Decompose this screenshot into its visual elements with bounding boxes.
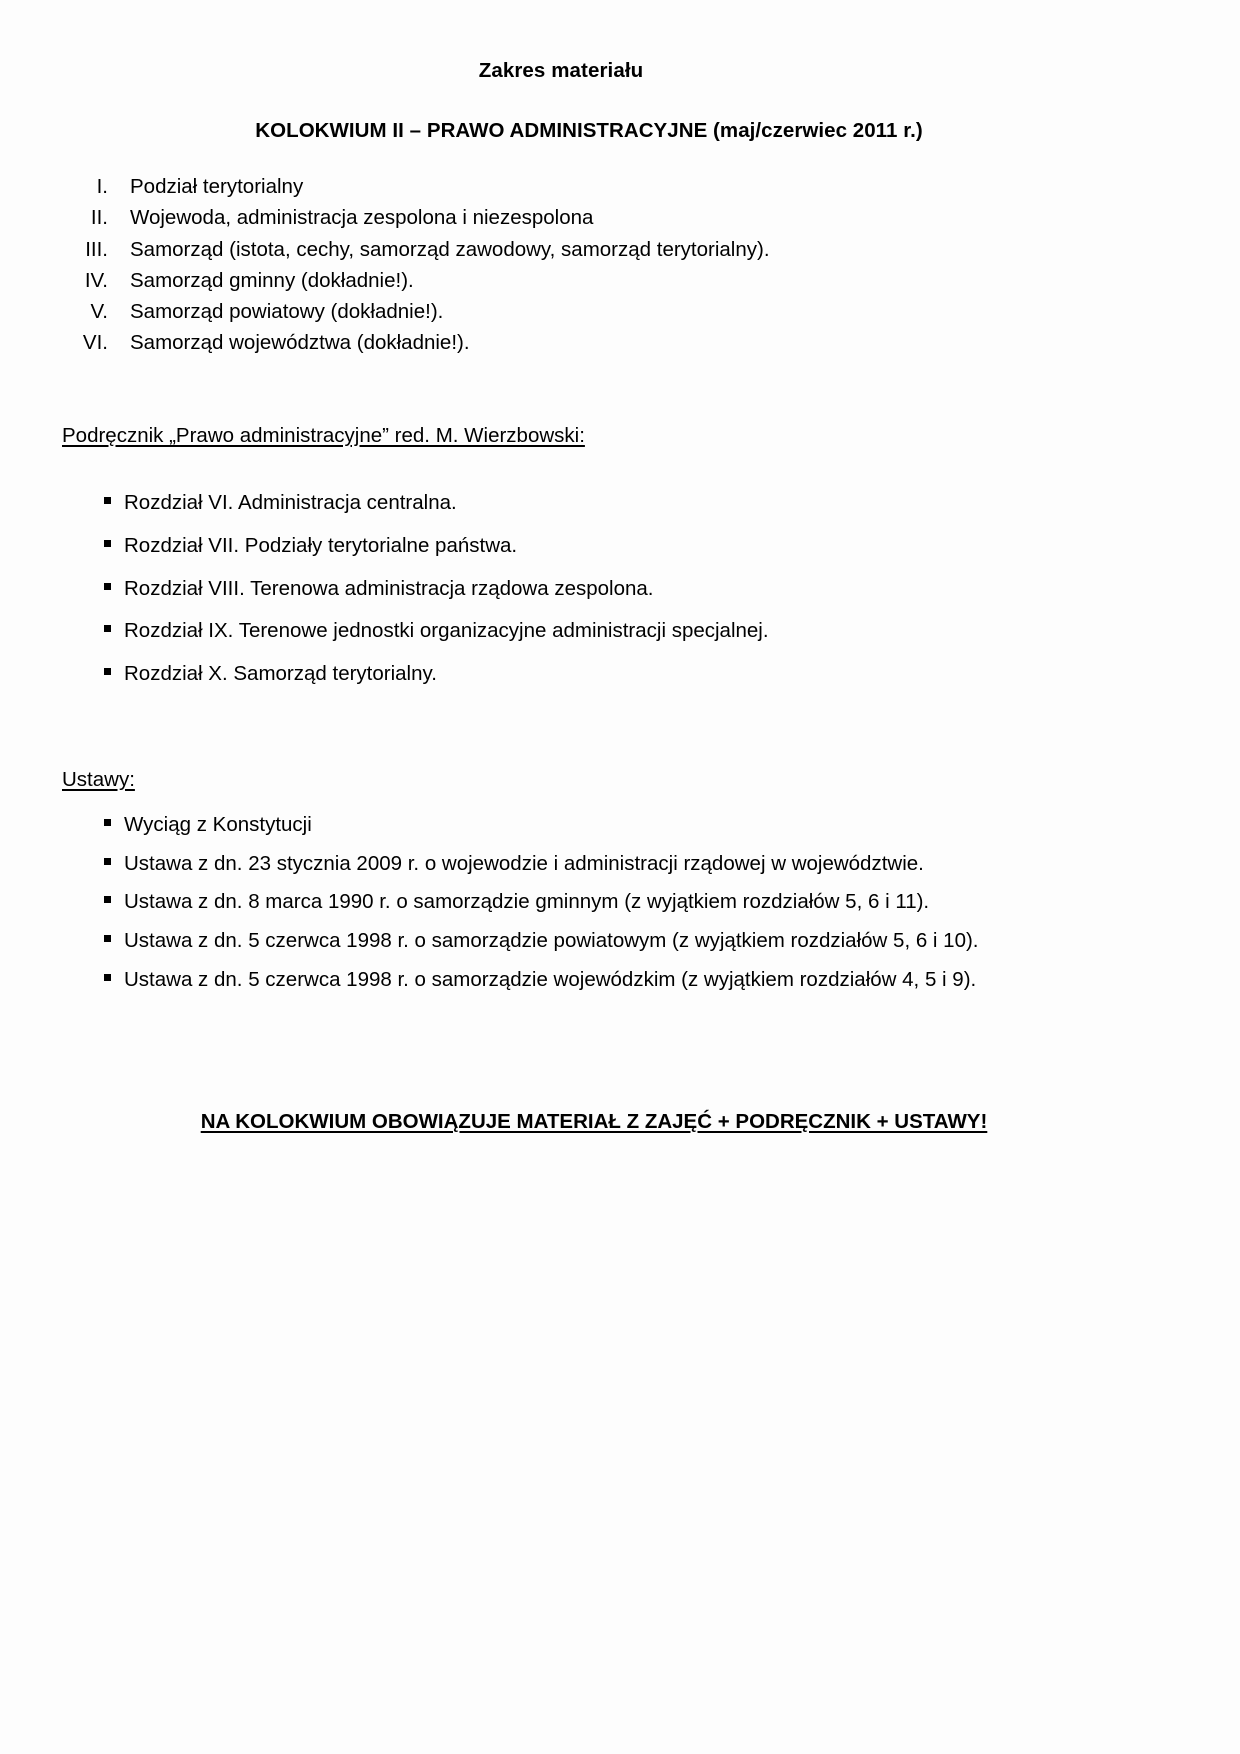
statutes-list [62, 810, 1178, 995]
textbook-item-label: Rozdział X. Samorząd terytorialny. [124, 662, 437, 686]
bullet-icon [62, 926, 124, 956]
textbook-item-label: Rozdział VIII. Terenowa administracja rządowa zespolona. [124, 576, 654, 600]
bullet-icon [62, 616, 124, 646]
list-item [62, 965, 1178, 995]
textbook-item-label: Rozdział VI. Administracja centralna. [124, 491, 457, 515]
topic-item [62, 234, 1178, 265]
spacer [62, 702, 1178, 768]
bullet-icon [62, 531, 124, 561]
topic-item [62, 202, 1178, 233]
topic-item [62, 171, 1178, 202]
statute-item-label: Ustawa z dn. 5 czerwca 1998 r. o samorządzie powiatowym (z wyjątkiem rozdziałów 5, 6 i 10). [124, 928, 979, 952]
list-item [62, 531, 1178, 561]
statute-item-label: Ustawa z dn. 23 stycznia 2009 r. o wojewodzie i administracji rządowej w województwie. [124, 851, 924, 875]
topic-marker: IV. [84, 268, 108, 292]
topic-item [62, 296, 1178, 327]
topic-label: Samorząd gminny (dokładnie!). [130, 268, 414, 292]
topic-marker: II. [90, 206, 108, 230]
textbook-heading: Podręcznik „Prawo administracyjne” red. M. Wierzbowski: [62, 424, 585, 448]
bullet-icon [62, 887, 124, 917]
topic-marker: III. [85, 237, 108, 261]
list-item [62, 616, 1178, 646]
textbook-list [62, 488, 1178, 689]
topic-item [62, 265, 1178, 296]
bullet-icon [62, 574, 124, 604]
document-subtitle: KOLOKWIUM II – PRAWO ADMINISTRACYJNE (maj/czerwiec 2011 r.) [255, 118, 923, 142]
topic-marker: VI. [82, 331, 108, 355]
list-item [62, 574, 1178, 604]
bullet-icon [62, 488, 124, 518]
statutes-heading: Ustawy: [62, 767, 135, 791]
list-item [62, 810, 1178, 840]
textbook-item-label: Rozdział VII. Podziały terytorialne państwa. [124, 533, 518, 557]
spacer [62, 792, 1178, 810]
topic-label: Wojewoda, administracja zespolona i niezespolona [130, 206, 594, 230]
topic-item [62, 327, 1178, 358]
topic-label: Samorząd (istota, cechy, samorząd zawodowy, samorząd terytorialny). [130, 237, 770, 261]
topic-label: Samorząd województwa (dokładnie!). [130, 331, 470, 355]
statute-item-label: Wyciąg z Konstytucji [124, 812, 312, 836]
spacer [62, 358, 1178, 424]
statute-item-label: Ustawa z dn. 5 czerwca 1998 r. o samorządzie wojewódzkim (z wyjątkiem rozdziałów 4, 5 i 9). [124, 967, 977, 991]
bullet-icon [62, 659, 124, 689]
spacer [62, 1069, 1178, 1109]
topic-label: Samorząd powiatowy (dokładnie!). [130, 299, 444, 323]
topic-label: Podział terytorialny [130, 175, 304, 199]
document-body [62, 58, 1178, 1136]
list-item [62, 887, 1178, 917]
list-item [62, 849, 1178, 879]
bullet-icon [62, 810, 124, 840]
list-item [62, 926, 1178, 956]
exam-notice: NA KOLOKWIUM OBOWIĄZUJE MATERIAŁ Z ZAJĘĆ + PODRĘCZNIK + USTAWY! [200, 1110, 988, 1134]
topic-marker: I. [96, 175, 108, 199]
document-title: Zakres materiału [478, 59, 644, 82]
statute-item-label: Ustawa z dn. 8 marca 1990 r. o samorządzie gminnym (z wyjątkiem rozdziałów 5, 6 i 11). [124, 890, 930, 914]
topic-marker: V. [90, 299, 108, 323]
topic-list [62, 171, 1178, 358]
textbook-item-label: Rozdział IX. Terenowe jednostki organizacyjne administracji specjalnej. [124, 619, 769, 643]
spacer [62, 448, 1178, 488]
spacer [62, 1003, 1178, 1069]
list-item [62, 659, 1178, 689]
bullet-icon [62, 849, 124, 879]
list-item [62, 488, 1178, 518]
bullet-icon [62, 965, 124, 995]
